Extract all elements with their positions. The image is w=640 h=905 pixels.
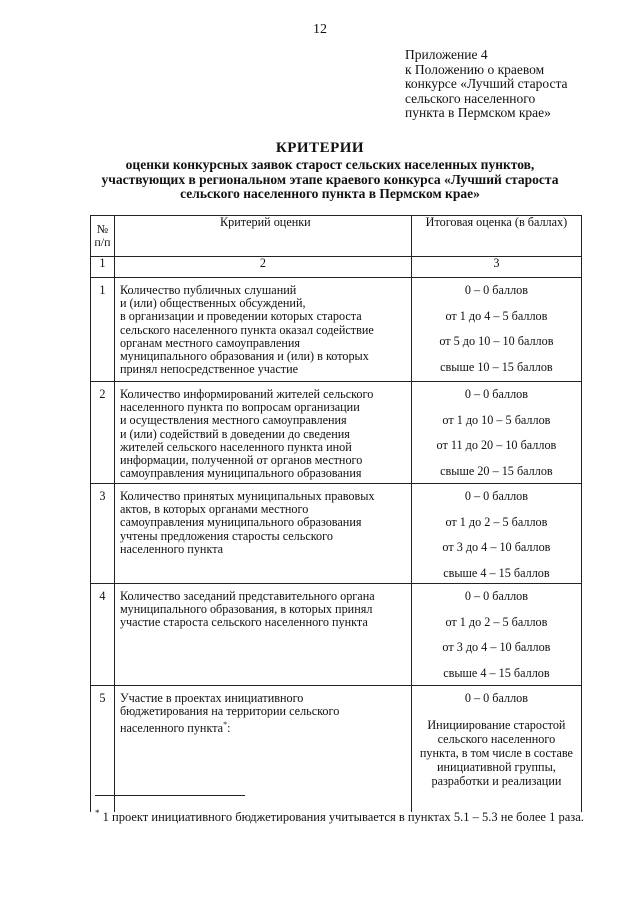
- score-level: свыше 20 – 15 баллов: [440, 463, 553, 478]
- subtitle-line: участвующих в региональном этапе краевого конкурса «Лучший староста: [101, 171, 559, 187]
- row-number: 1: [91, 278, 115, 382]
- criterion-line: самоуправления муниципального образования: [119, 515, 362, 530]
- document-subtitle: [60, 158, 600, 202]
- criterion-line: в организации и проведении которых староста: [119, 309, 362, 324]
- score-level: 0 – 0 баллов: [464, 589, 528, 603]
- criterion-line: Количество информирований жителей сельского: [119, 387, 374, 401]
- row-number: 2: [91, 382, 115, 484]
- table-row: [91, 584, 582, 686]
- table-header-row: [91, 216, 582, 257]
- criterion-line: Количество принятых муниципальных правовых: [119, 489, 375, 503]
- score-level: 0 – 0 баллов: [464, 283, 528, 297]
- criterion-line: населенного пункта: [119, 721, 224, 736]
- header-score: Итоговая оценка (в баллах): [411, 216, 581, 257]
- criterion-line: информации, полученной от органов местного: [119, 453, 363, 468]
- criterion-suffix: :: [227, 721, 231, 736]
- score-level: от 3 до 4 – 10 баллов: [442, 640, 551, 654]
- column-number: 1: [91, 257, 115, 278]
- criterion-line: самоуправления муниципального образования: [119, 466, 362, 481]
- table-row: [91, 382, 582, 484]
- score-level: свыше 4 – 15 баллов: [443, 665, 550, 680]
- criterion-line: муниципального образования и (или) в которых: [119, 349, 369, 364]
- subtitle-line: оценки конкурсных заявок старост сельских населенных пунктов,: [125, 157, 535, 172]
- criterion-line: сельского населенного пункта оказал содействие: [119, 322, 374, 337]
- score-level: свыше 10 – 15 баллов: [440, 359, 553, 374]
- criterion-line: населенного пункта по вопросам организации: [119, 400, 360, 415]
- criterion-cell: [114, 584, 411, 686]
- document-title: КРИТЕРИИ: [275, 140, 365, 156]
- appendix-line: сельского населенного: [405, 90, 536, 106]
- score-level: 0 – 0 баллов: [464, 387, 528, 401]
- score-level: от 1 до 2 – 5 баллов: [445, 614, 548, 629]
- criterion-line: Участие в проектах инициативного: [119, 691, 304, 705]
- column-number: 3: [411, 257, 581, 278]
- row-number: 3: [91, 484, 115, 584]
- initiative-line: разработки и реализации: [431, 774, 562, 788]
- initiative-line: пункта, в том числе в составе: [419, 746, 573, 760]
- criterion-line: населенного пункта: [119, 541, 224, 556]
- header-number-line: п/п: [94, 235, 111, 249]
- criterion-line: актов, в которых органами местного: [119, 502, 309, 517]
- criterion-line: Количество заседаний представительного органа: [119, 589, 375, 603]
- page-number: 12: [313, 22, 327, 37]
- criteria-table: [90, 215, 582, 812]
- criterion-line: принял непосредственное участие: [119, 362, 299, 377]
- criterion-line: и осуществления местного самоуправления: [119, 413, 347, 428]
- criterion-cell: [114, 686, 411, 812]
- initiative-line: инициативной группы,: [437, 760, 556, 774]
- criterion-line-with-footnote: [120, 718, 409, 735]
- subtitle-line: сельского населенного пункта в Пермском крае»: [180, 186, 480, 201]
- header-number-line: №: [96, 222, 109, 236]
- footnote: [95, 805, 607, 826]
- criterion-line: и (или) общественных обсуждений,: [119, 296, 306, 311]
- criterion-line: органам местного самоуправления: [119, 335, 301, 350]
- criterion-line: бюджетирования на территории сельского: [119, 704, 340, 719]
- score-level: 0 – 0 баллов: [464, 489, 528, 503]
- criterion-line: Количество публичных слушаний: [119, 283, 297, 297]
- score-cell: [411, 278, 581, 382]
- appendix-line: Приложение 4: [405, 47, 488, 62]
- score-cell: [411, 484, 581, 584]
- initiative-score-text: [412, 718, 581, 788]
- table-row: [91, 484, 582, 584]
- column-number: 2: [114, 257, 411, 278]
- appendix-line: пункта в Пермском крае»: [405, 105, 551, 120]
- row-number: 5: [91, 686, 115, 812]
- appendix-line: конкурсе «Лучший староста: [405, 76, 568, 91]
- criterion-cell: [114, 382, 411, 484]
- criterion-line: учтены предложения старосты сельского: [119, 528, 333, 543]
- score-level: от 3 до 4 – 10 баллов: [442, 540, 551, 554]
- footnote-mark: *: [223, 720, 228, 730]
- score-cell: [411, 382, 581, 484]
- criterion-cell: [114, 484, 411, 584]
- column-number-row: [91, 257, 582, 278]
- appendix-note: [405, 48, 635, 121]
- score-cell: [411, 584, 581, 686]
- score-level: от 1 до 10 – 5 баллов: [442, 412, 551, 427]
- criterion-line: жителей сельского населенного пункта иной: [119, 439, 352, 454]
- table-row: [91, 686, 582, 812]
- score-level: свыше 4 – 15 баллов: [443, 565, 550, 580]
- criterion-line: муниципального образования, в которых принял: [119, 602, 373, 617]
- score-level: 0 – 0 баллов: [464, 691, 528, 705]
- initiative-line: Инициирование старостой: [427, 718, 566, 732]
- score-level: от 5 до 10 – 10 баллов: [439, 334, 554, 348]
- score-level: от 11 до 20 – 10 баллов: [436, 438, 557, 452]
- footnote-mark: *: [95, 808, 100, 818]
- criterion-line: участие староста сельского населенного пункта: [119, 615, 368, 630]
- initiative-line: сельского населенного: [437, 732, 556, 746]
- header-criterion: Критерий оценки: [114, 216, 411, 257]
- score-level: от 1 до 4 – 5 баллов: [445, 308, 548, 323]
- appendix-line: к Положению о краевом: [405, 61, 545, 77]
- footnote-text: 1 проект инициативного бюджетирования учитывается в пунктах 5.1 – 5.3 не более 1 раза.: [99, 810, 584, 825]
- header-number: [91, 216, 115, 257]
- criterion-cell: [114, 278, 411, 382]
- score-cell: [411, 686, 581, 812]
- criterion-line: и (или) содействий в доведении до сведения: [119, 426, 350, 441]
- row-number: 4: [91, 584, 115, 686]
- footnote-divider: [95, 795, 245, 796]
- table-row: [91, 278, 582, 382]
- score-level: от 1 до 2 – 5 баллов: [445, 514, 548, 529]
